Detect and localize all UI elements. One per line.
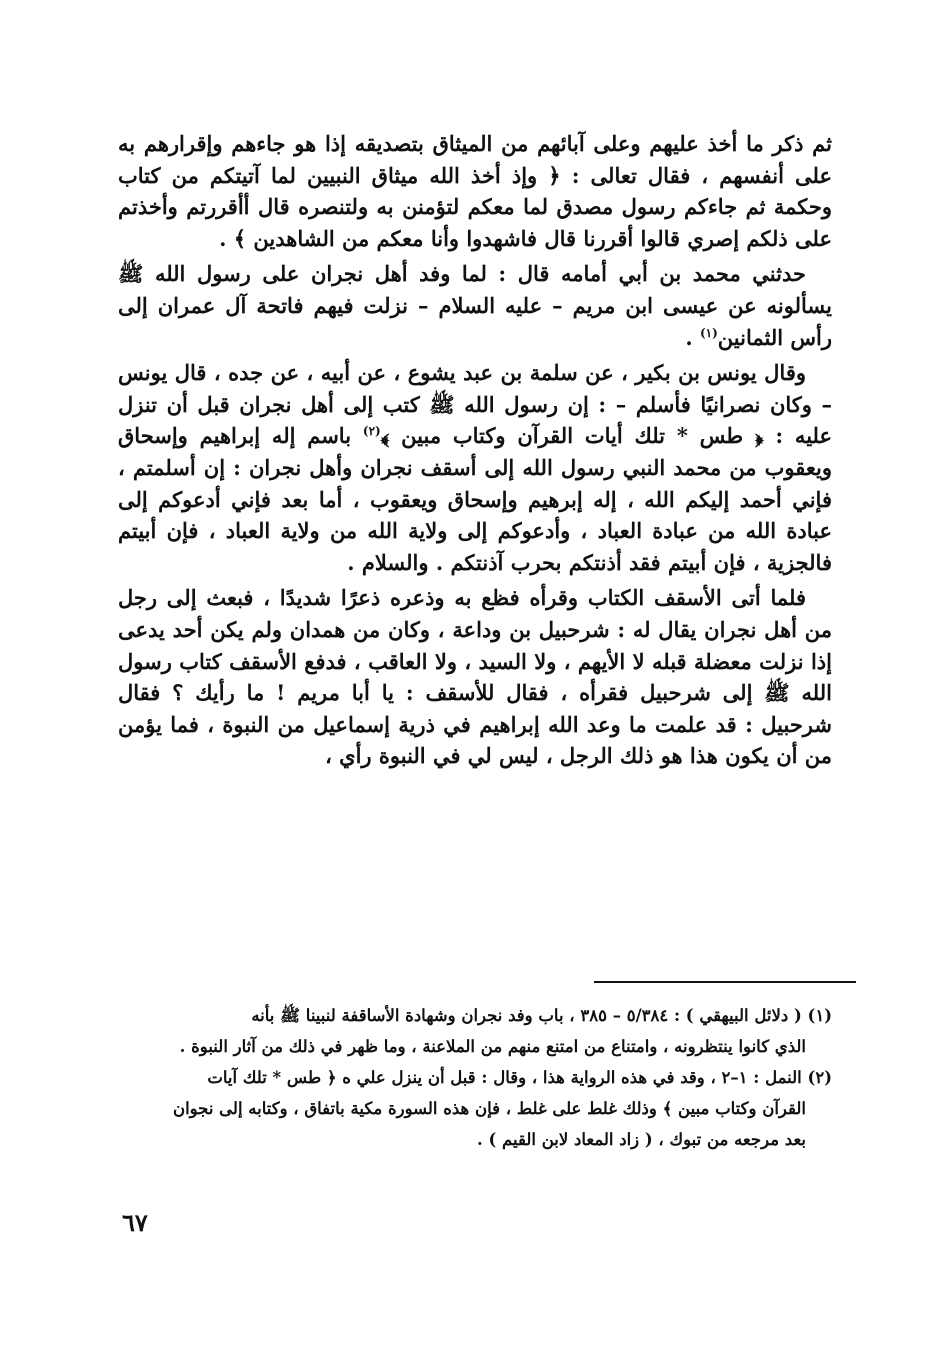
footnote-2 <box>118 1062 832 1093</box>
paragraph-2 <box>118 258 832 353</box>
footnotes <box>118 1000 832 1155</box>
footnote-divider <box>594 981 856 983</box>
footnote-1-text: ( دلائل البيهقي ) : ٥/٣٨٤ – ٣٨٥ ، باب وفد نجران وشهادة الأساقفة لنبينا ﷺ بأنه <box>251 1006 802 1025</box>
main-text <box>118 128 832 772</box>
paragraph-1: ثم ذكر ما أخذ عليهم وعلى آبائهم من الميثاق بتصديقه إذا هو جاءهم وإقرارهم به على أنفسهم ، فقال تعالى : ﴿ وإذ أخذ الله ميثاق النبيين لما آتيتكم من كتاب وحكمة ثم جاءكم رسول مصدق لما معكم لتؤمنن به ولتنصره قال أأقررتم وأخذتم على ذلكم إصري قالوا أقررنا قال فاشهدوا وأنا معكم من الشاهدين ﴾ . <box>118 131 832 251</box>
paragraph-3-text: وقال يونس بن بكير ، عن سلمة بن عبد يشوع ، عن أبيه ، عن جده ، قال يونس – وكان نصرانيًا فأسلم – : إن رسول الله ﷺ كتب إلى أهل نجران قبل أن تنزل عليه : ﴿ طس * تلك أيات القرآن وكتاب مبين ﴾ <box>118 360 833 449</box>
footnote-2-continuation-2: بعد مرجعه من تبوك ، ( زاد المعاد لابن القيم ) . <box>477 1130 806 1149</box>
end-dot: . <box>685 324 700 350</box>
paragraph-3b-text: باسم إله إبراهيم وإسحاق ويعقوب من محمد النبي رسول الله إلى أسقف نجران وأهل نجران : إن أسلمتم ، فإني أحمد إليكم الله ، إله إبرهيم وإسحاق ويعقوب ، أما بعد فإني أدعوكم إلى عبادة الله من عبادة العباد ، وأدعوكم إلى ولاية الله من ولاية العباد ، فإن أبيتم فالجزية ، فإن أبيتم فقد أذنتكم بحرب آذنتكم . والسلام . <box>118 423 832 575</box>
paragraph-4: فلما أتى الأسقف الكتاب وقرأه فظع به وذعره ذعرًا شديدًا ، فبعث إلى رجل من أهل نجران يقال له : شرحبيل بن وداعة ، وكان من همدان ولم يكن أحد يدعى إذا نزلت معضلة قبله لا الأيهم ، ولا السيد ، ولا العاقب ، فدفع الأسقف كتاب رسول الله ﷺ إلى شرحبيل فقرأه ، فقال للأسقف : يا أبا مريم ! ما رأيك ؟ فقال شرحبيل : قد علمت ما وعد الله إبراهيم في ذرية إسماعيل من النبوة ، فما يؤمن من أن يكون هذا هو ذلك الرجل ، ليس لي في النبوة رأي ، <box>118 585 832 769</box>
footnote-ref-1: (١) <box>699 325 718 340</box>
footnote-1-continuation: الذي كانوا ينتظرونه ، وامتناع من امتنع منهم من الملاعنة ، وما ظهر في ذلك من آثار النبوة . <box>179 1037 806 1056</box>
footnote-2-number: (٢) <box>807 1068 832 1087</box>
paragraph-2-text: حدثني محمد بن أبي أمامه قال : لما وفد أهل نجران على رسول الله ﷺ يسألونه عن عيسى ابن مريم – عليه السلام – نزلت فيهم فاتحة آل عمران إلى رأس الثمانين <box>118 261 832 350</box>
footnote-ref-2: (٢) <box>362 424 381 439</box>
footnote-2-text: النمل : ١–٢ ، وقد في هذه الرواية هذا ، وقال : قبل أن ينزل علي ه ﴿ طس * تلك آيات <box>207 1068 802 1087</box>
paragraph-3 <box>118 357 832 578</box>
footnote-1 <box>118 1000 832 1031</box>
page-number: ٦٧ <box>122 1208 148 1237</box>
footnote-2-continuation: القرآن وكتاب مبين ﴾ وذلك غلط على غلط ، فإن هذه السورة مكية باتفاق ، وكتابه إلى نجوان <box>172 1099 806 1118</box>
footnote-1-number: (١) <box>807 1006 832 1025</box>
